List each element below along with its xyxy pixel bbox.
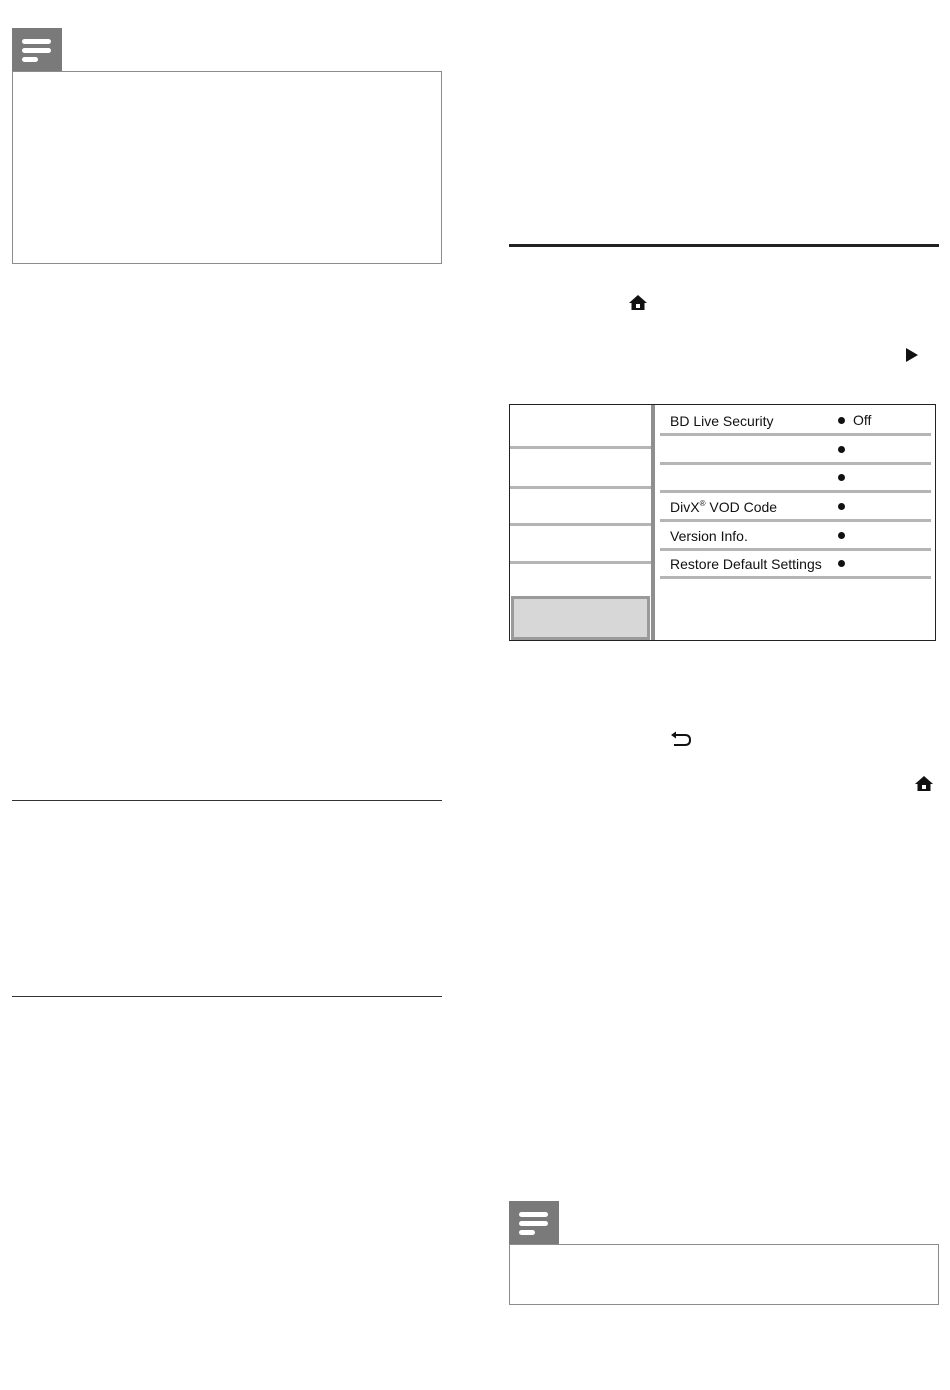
note-box [12, 71, 442, 264]
bullet-icon [838, 560, 845, 567]
menu-row-label: BD Live Security [670, 413, 774, 429]
play-icon [901, 344, 923, 366]
menu-row-bd-live-security[interactable] [660, 406, 931, 434]
menu-category-separator [510, 486, 651, 489]
settings-menu [509, 404, 936, 641]
menu-row-divx-vod-code[interactable] [660, 492, 931, 520]
menu-row-separator [660, 576, 931, 579]
note-icon [509, 1201, 559, 1245]
menu-category-list [510, 405, 652, 640]
bullet-icon [838, 446, 845, 453]
menu-row-restore-default-settings[interactable] [660, 549, 931, 577]
menu-category-separator [510, 523, 651, 526]
bullet-icon [838, 474, 845, 481]
home-icon [913, 773, 935, 795]
bullet-icon [838, 417, 845, 424]
bullet-icon [838, 503, 845, 510]
menu-category-separator [510, 446, 651, 449]
menu-category-selected[interactable] [511, 596, 650, 640]
menu-row-version-info[interactable] [660, 521, 931, 549]
menu-column-divider [651, 405, 655, 640]
menu-row-label: Version Info. [670, 528, 748, 544]
home-icon [627, 292, 649, 314]
section-heading-rule [509, 244, 939, 247]
section-divider [12, 996, 442, 997]
note-box [509, 1244, 939, 1305]
note-icon [12, 28, 62, 72]
section-divider [12, 800, 442, 801]
menu-row[interactable] [660, 435, 931, 463]
menu-row-label: Restore Default Settings [670, 556, 822, 572]
menu-row-value: Off [853, 412, 872, 428]
back-icon [670, 728, 692, 750]
bullet-icon [838, 532, 845, 539]
menu-row-label: DivX® VOD Code [670, 499, 778, 515]
menu-row[interactable] [660, 463, 931, 491]
menu-category-separator [510, 561, 651, 564]
